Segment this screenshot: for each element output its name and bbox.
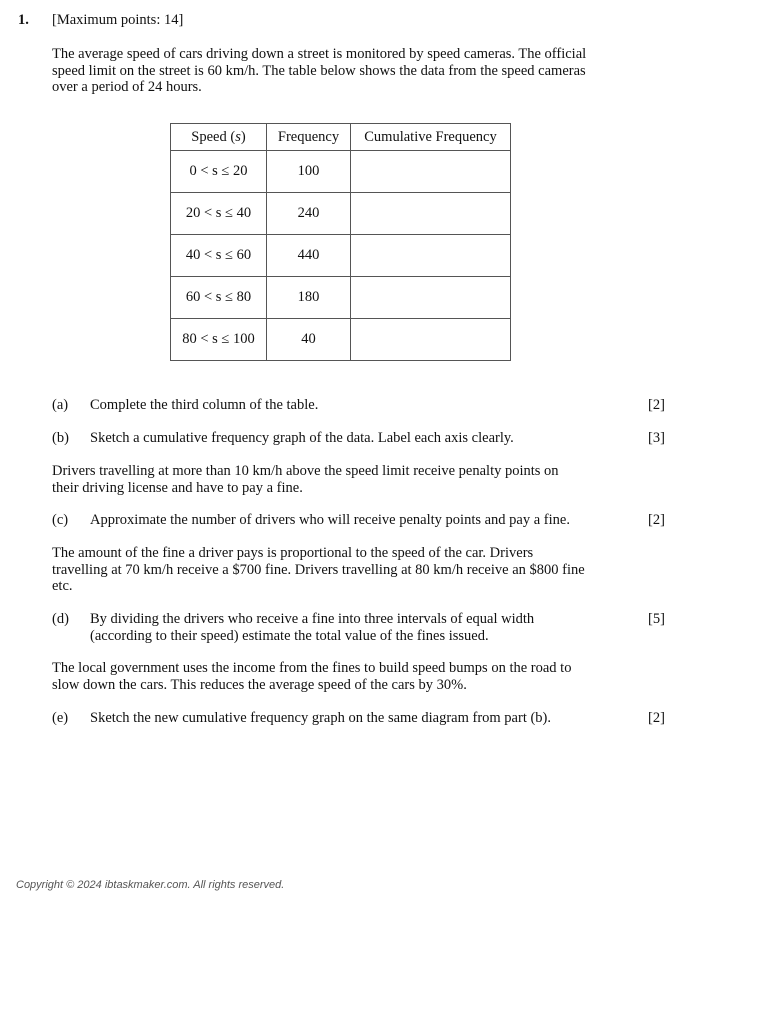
copyright-notice: Copyright © 2024 ibtaskmaker.com. All rights reserved. [16, 879, 285, 891]
maximum-points: [Maximum points: 14] [52, 12, 184, 28]
header-cumulative-frequency: Cumulative Frequency [351, 124, 511, 151]
marks-c: [2] [648, 512, 665, 528]
paragraph-line: travelling at 70 km/h receive a $700 fine. Drivers travelling at 80 km/h receive an $800 fine [52, 561, 585, 578]
paragraph-line: Drivers travelling at more than 10 km/h above the speed limit receive penalty points on [52, 463, 559, 479]
intro-line: speed limit on the street is 60 km/h. The table below shows the data from the speed cameras [52, 62, 586, 79]
marks-e: [2] [648, 710, 665, 726]
cumulative-cell[interactable] [351, 319, 511, 361]
frequency-cell: 100 [267, 151, 351, 193]
part-label: (e) [52, 710, 69, 726]
table-header-row [171, 124, 511, 151]
table-row [171, 235, 511, 277]
part-text-line: By dividing the drivers who receive a fine into three intervals of equal width [90, 611, 535, 627]
cumulative-cell[interactable] [351, 193, 511, 235]
frequency-cell: 40 [267, 319, 351, 361]
part-label: (c) [52, 512, 69, 528]
paragraph-line: The local government uses the income from the fines to build speed bumps on the road to [52, 660, 572, 676]
cumulative-cell[interactable] [351, 151, 511, 193]
marks-b: [3] [648, 430, 665, 446]
marks-d: [5] [648, 611, 665, 627]
cumulative-cell[interactable] [351, 277, 511, 319]
cumulative-cell[interactable] [351, 235, 511, 277]
paragraph-line: etc. [52, 578, 73, 594]
part-label: (a) [52, 397, 69, 413]
paragraph-line: their driving license and have to pay a fine. [52, 479, 303, 496]
paragraph-line: slow down the cars. This reduces the average speed of the cars by 30%. [52, 676, 467, 693]
part-text: Complete the third column of the table. [90, 397, 319, 413]
table-row [171, 319, 511, 361]
speed-cell: 60 < s ≤ 80 [171, 277, 267, 319]
part-label: (d) [52, 611, 69, 627]
paragraph-line: The amount of the fine a driver pays is proportional to the speed of the car. Drivers [52, 545, 534, 561]
fine-amount-paragraph [52, 545, 672, 595]
header-speed: Speed (s) [171, 124, 267, 151]
speed-cell: 20 < s ≤ 40 [171, 193, 267, 235]
table-row [171, 193, 511, 235]
speed-cell: 40 < s ≤ 60 [171, 235, 267, 277]
marks-a: [2] [648, 397, 665, 413]
question-number: 1. [18, 12, 29, 28]
intro-line: over a period of 24 hours. [52, 79, 202, 95]
frequency-cell: 240 [267, 193, 351, 235]
speed-frequency-table [170, 123, 511, 361]
frequency-cell: 440 [267, 235, 351, 277]
part-text: Approximate the number of drivers who will receive penalty points and pay a fine. [90, 512, 570, 528]
intro-line: The average speed of cars driving down a street is monitored by speed cameras. The official [52, 46, 587, 62]
intro-paragraph [52, 46, 652, 96]
part-text [90, 611, 620, 644]
table-row [171, 151, 511, 193]
header-frequency: Frequency [267, 124, 351, 151]
part-text: Sketch the new cumulative frequency graph on the same diagram from part (b). [90, 710, 552, 726]
part-text: Sketch a cumulative frequency graph of the data. Label each axis clearly. [90, 430, 514, 446]
speed-bumps-paragraph [52, 660, 652, 693]
fine-rule-paragraph [52, 463, 652, 496]
part-label: (b) [52, 430, 69, 446]
table-row [171, 277, 511, 319]
speed-cell: 80 < s ≤ 100 [171, 319, 267, 361]
speed-cell: 0 < s ≤ 20 [171, 151, 267, 193]
frequency-cell: 180 [267, 277, 351, 319]
part-text-line: (according to their speed) estimate the total value of the fines issued. [90, 627, 489, 644]
